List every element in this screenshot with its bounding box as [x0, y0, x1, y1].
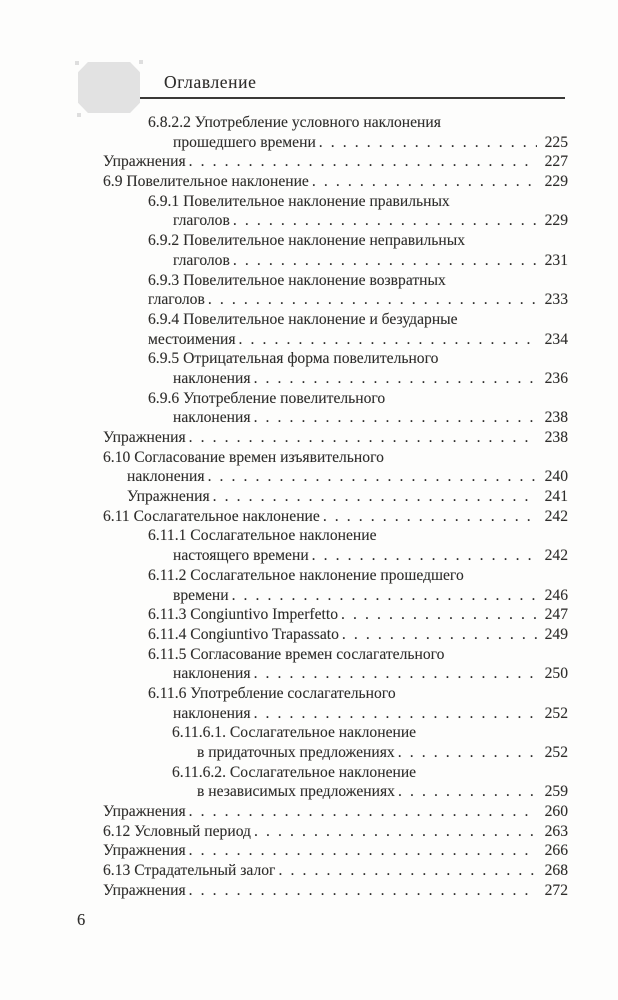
toc-entry-line [103, 211, 568, 231]
toc-entry-line [103, 231, 568, 251]
dot-leader [254, 704, 537, 724]
toc-entry-line [103, 349, 568, 369]
dot-leader [342, 625, 537, 645]
toc-entry-text: настоящего времени [173, 547, 309, 565]
dot-leader [278, 861, 537, 881]
toc-entry-line [103, 586, 568, 606]
toc-page-number: 246 [544, 586, 568, 604]
toc-entry-text: 6.11.2 Сослагательное наклонение прошедшего [148, 566, 464, 584]
toc-entry-line [103, 152, 568, 172]
toc-page-number: 234 [544, 330, 568, 348]
toc-entry-line [103, 841, 568, 861]
toc-entry-text: наклонения [173, 369, 251, 387]
dot-leader [189, 881, 537, 901]
dot-leader [239, 330, 537, 350]
dot-leader [189, 152, 537, 172]
toc-page-number: 240 [544, 468, 568, 486]
toc-page-number: 238 [544, 409, 568, 427]
toc-entry-line [103, 802, 568, 822]
toc-entry-line [103, 310, 568, 330]
toc-entry-text: 6.13 Страдательный залог [103, 862, 276, 880]
table-of-contents [103, 113, 568, 901]
dot-leader [254, 822, 537, 842]
dot-leader [232, 586, 537, 606]
dot-leader [254, 408, 537, 428]
toc-entry-text: 6.11.6 Употребление сослагательного [148, 684, 396, 702]
toc-entry-text: наклонения [173, 409, 251, 427]
toc-page-number: 247 [544, 606, 568, 624]
dot-leader [189, 428, 537, 448]
toc-entry-text: в придаточных предложениях [197, 744, 395, 761]
toc-entry-line [103, 290, 568, 310]
toc-page-number: 225 [544, 133, 568, 151]
toc-entry-text: Упражнения [103, 429, 186, 446]
toc-entry-text: 6.11.6.1. Сослагательное наклонение [172, 724, 417, 742]
toc-page-number: 227 [544, 153, 568, 171]
toc-entry-line [103, 172, 568, 192]
toc-entry-line [103, 408, 568, 428]
toc-entry-text: 6.11 Сослагательное наклонение [103, 507, 320, 525]
toc-entry-text: наклонения [127, 468, 205, 486]
toc-page-number: 260 [544, 803, 568, 821]
toc-page-number: 272 [544, 881, 568, 899]
toc-entry-line [103, 467, 568, 487]
toc-entry-text: 6.8.2.2 Употребление условного наклонения [148, 114, 441, 131]
toc-entry-line [103, 507, 568, 527]
toc-entry-line [103, 113, 568, 133]
dot-leader [208, 467, 537, 487]
page-folio-number: 6 [77, 910, 86, 929]
toc-entry-text: 6.9.4 Повелительное наклонение и безударные [148, 310, 458, 328]
toc-entry-line [103, 664, 568, 684]
dot-leader [233, 211, 537, 231]
toc-page-number: 242 [544, 507, 568, 525]
toc-entry-text: 6.9.3 Повелительное наклонение возвратных [148, 271, 446, 289]
toc-entry-line [103, 369, 568, 389]
toc-entry-line [103, 389, 568, 409]
toc-page-number: 252 [544, 704, 568, 722]
dot-leader [398, 782, 537, 802]
toc-entry-line [103, 881, 568, 901]
header-rule [133, 97, 565, 99]
toc-entry-line [103, 605, 568, 625]
toc-entry-text: 6.11.3 Congiuntivo Imperfetto [148, 606, 338, 624]
dot-leader [312, 546, 537, 566]
toc-page-number: 231 [544, 251, 568, 269]
scan-speck [77, 113, 81, 117]
toc-entry-text: 6.9.5 Отрицательная форма повелительного [148, 350, 439, 368]
dot-leader [233, 251, 537, 271]
dot-leader [319, 133, 537, 153]
toc-page-number: 229 [544, 173, 568, 191]
toc-entry-text: Упражнения [103, 153, 186, 171]
dot-leader [213, 487, 537, 507]
dot-leader [323, 507, 537, 527]
toc-entry-line [103, 566, 568, 586]
toc-entry-text: в независимых предложениях [197, 783, 395, 801]
toc-entry-text: глаголов [148, 291, 205, 309]
toc-page-number: 252 [544, 744, 568, 761]
toc-entry-line [103, 723, 568, 743]
toc-entry-line [103, 861, 568, 881]
toc-entry-line [103, 271, 568, 291]
toc-entry-text: 6.11.1 Сослагательное наклонение [148, 527, 377, 545]
dot-leader [341, 605, 537, 625]
dot-leader [254, 369, 537, 389]
toc-entry-text: 6.9.2 Повелительное наклонение неправильных [148, 232, 465, 250]
toc-entry-text: Упражнения [103, 803, 186, 821]
scan-speck [75, 61, 79, 65]
redacted-logo-blob [78, 62, 140, 113]
toc-entry-text: прошедшего времени [173, 133, 316, 151]
toc-entry-line [103, 428, 568, 448]
toc-entry-text: глаголов [173, 251, 230, 269]
toc-entry-text: Упражнения [127, 488, 210, 506]
toc-entry-line [103, 330, 568, 350]
toc-entry-text: времени [173, 586, 229, 604]
dot-leader [312, 172, 537, 192]
toc-entry-line [103, 822, 568, 842]
dot-leader [189, 841, 537, 861]
toc-entry-text: 6.11.5 Согласование времен сослагательного [148, 645, 445, 663]
scan-speck [139, 60, 143, 64]
toc-page-number: 236 [544, 369, 568, 387]
toc-entry-text: Упражнения [103, 842, 186, 860]
toc-entry-line [103, 743, 568, 763]
toc-page-number: 229 [544, 212, 568, 230]
dot-leader [254, 664, 537, 684]
page-title: Оглавление [164, 72, 257, 92]
toc-entry-line [103, 251, 568, 271]
toc-entry-text: 6.10 Согласование времен изъявительного [103, 448, 384, 466]
toc-entry-text: 6.9 Повелительное наклонение [103, 173, 309, 191]
toc-page-number: 233 [544, 291, 568, 309]
toc-entry-line [103, 782, 568, 802]
toc-entry-line [103, 487, 568, 507]
toc-page-number: 242 [544, 547, 568, 565]
dot-leader [208, 290, 537, 310]
toc-entry-text: глаголов [173, 212, 230, 230]
dot-leader [189, 802, 537, 822]
dot-leader [398, 743, 537, 763]
toc-entry-line [103, 546, 568, 566]
toc-entry-line [103, 133, 568, 153]
toc-entry-line [103, 526, 568, 546]
toc-entry-text: наклонения [173, 665, 251, 683]
toc-entry-text: 6.11.6.2. Сослагательное наклонение [172, 763, 417, 781]
toc-entry-text: 6.9.1 Повелительное наклонение правильных [148, 192, 450, 210]
toc-entry-text: наклонения [173, 704, 251, 722]
toc-entry-line [103, 645, 568, 665]
toc-entry-line [103, 192, 568, 212]
toc-page-number: 259 [544, 783, 568, 801]
toc-entry-text: 6.9.6 Употребление повелительного [148, 389, 386, 407]
toc-entry-line [103, 684, 568, 704]
toc-page-number: 250 [544, 665, 568, 683]
toc-page-number: 266 [544, 842, 568, 860]
toc-entry-text: местоимения [148, 330, 236, 348]
toc-entry-line [103, 704, 568, 724]
toc-page-number: 249 [544, 625, 568, 643]
toc-page-number: 238 [544, 429, 568, 446]
toc-entry-line [103, 625, 568, 645]
toc-page-number: 263 [544, 822, 568, 840]
toc-entry-text: 6.11.4 Congiuntivo Trapassato [148, 625, 339, 643]
toc-page-number: 268 [544, 862, 568, 880]
toc-page-number: 241 [544, 488, 568, 506]
toc-entry-text: 6.12 Условный период [103, 822, 251, 840]
toc-entry-line [103, 763, 568, 783]
toc-entry-line [103, 448, 568, 468]
toc-entry-text: Упражнения [103, 881, 186, 899]
